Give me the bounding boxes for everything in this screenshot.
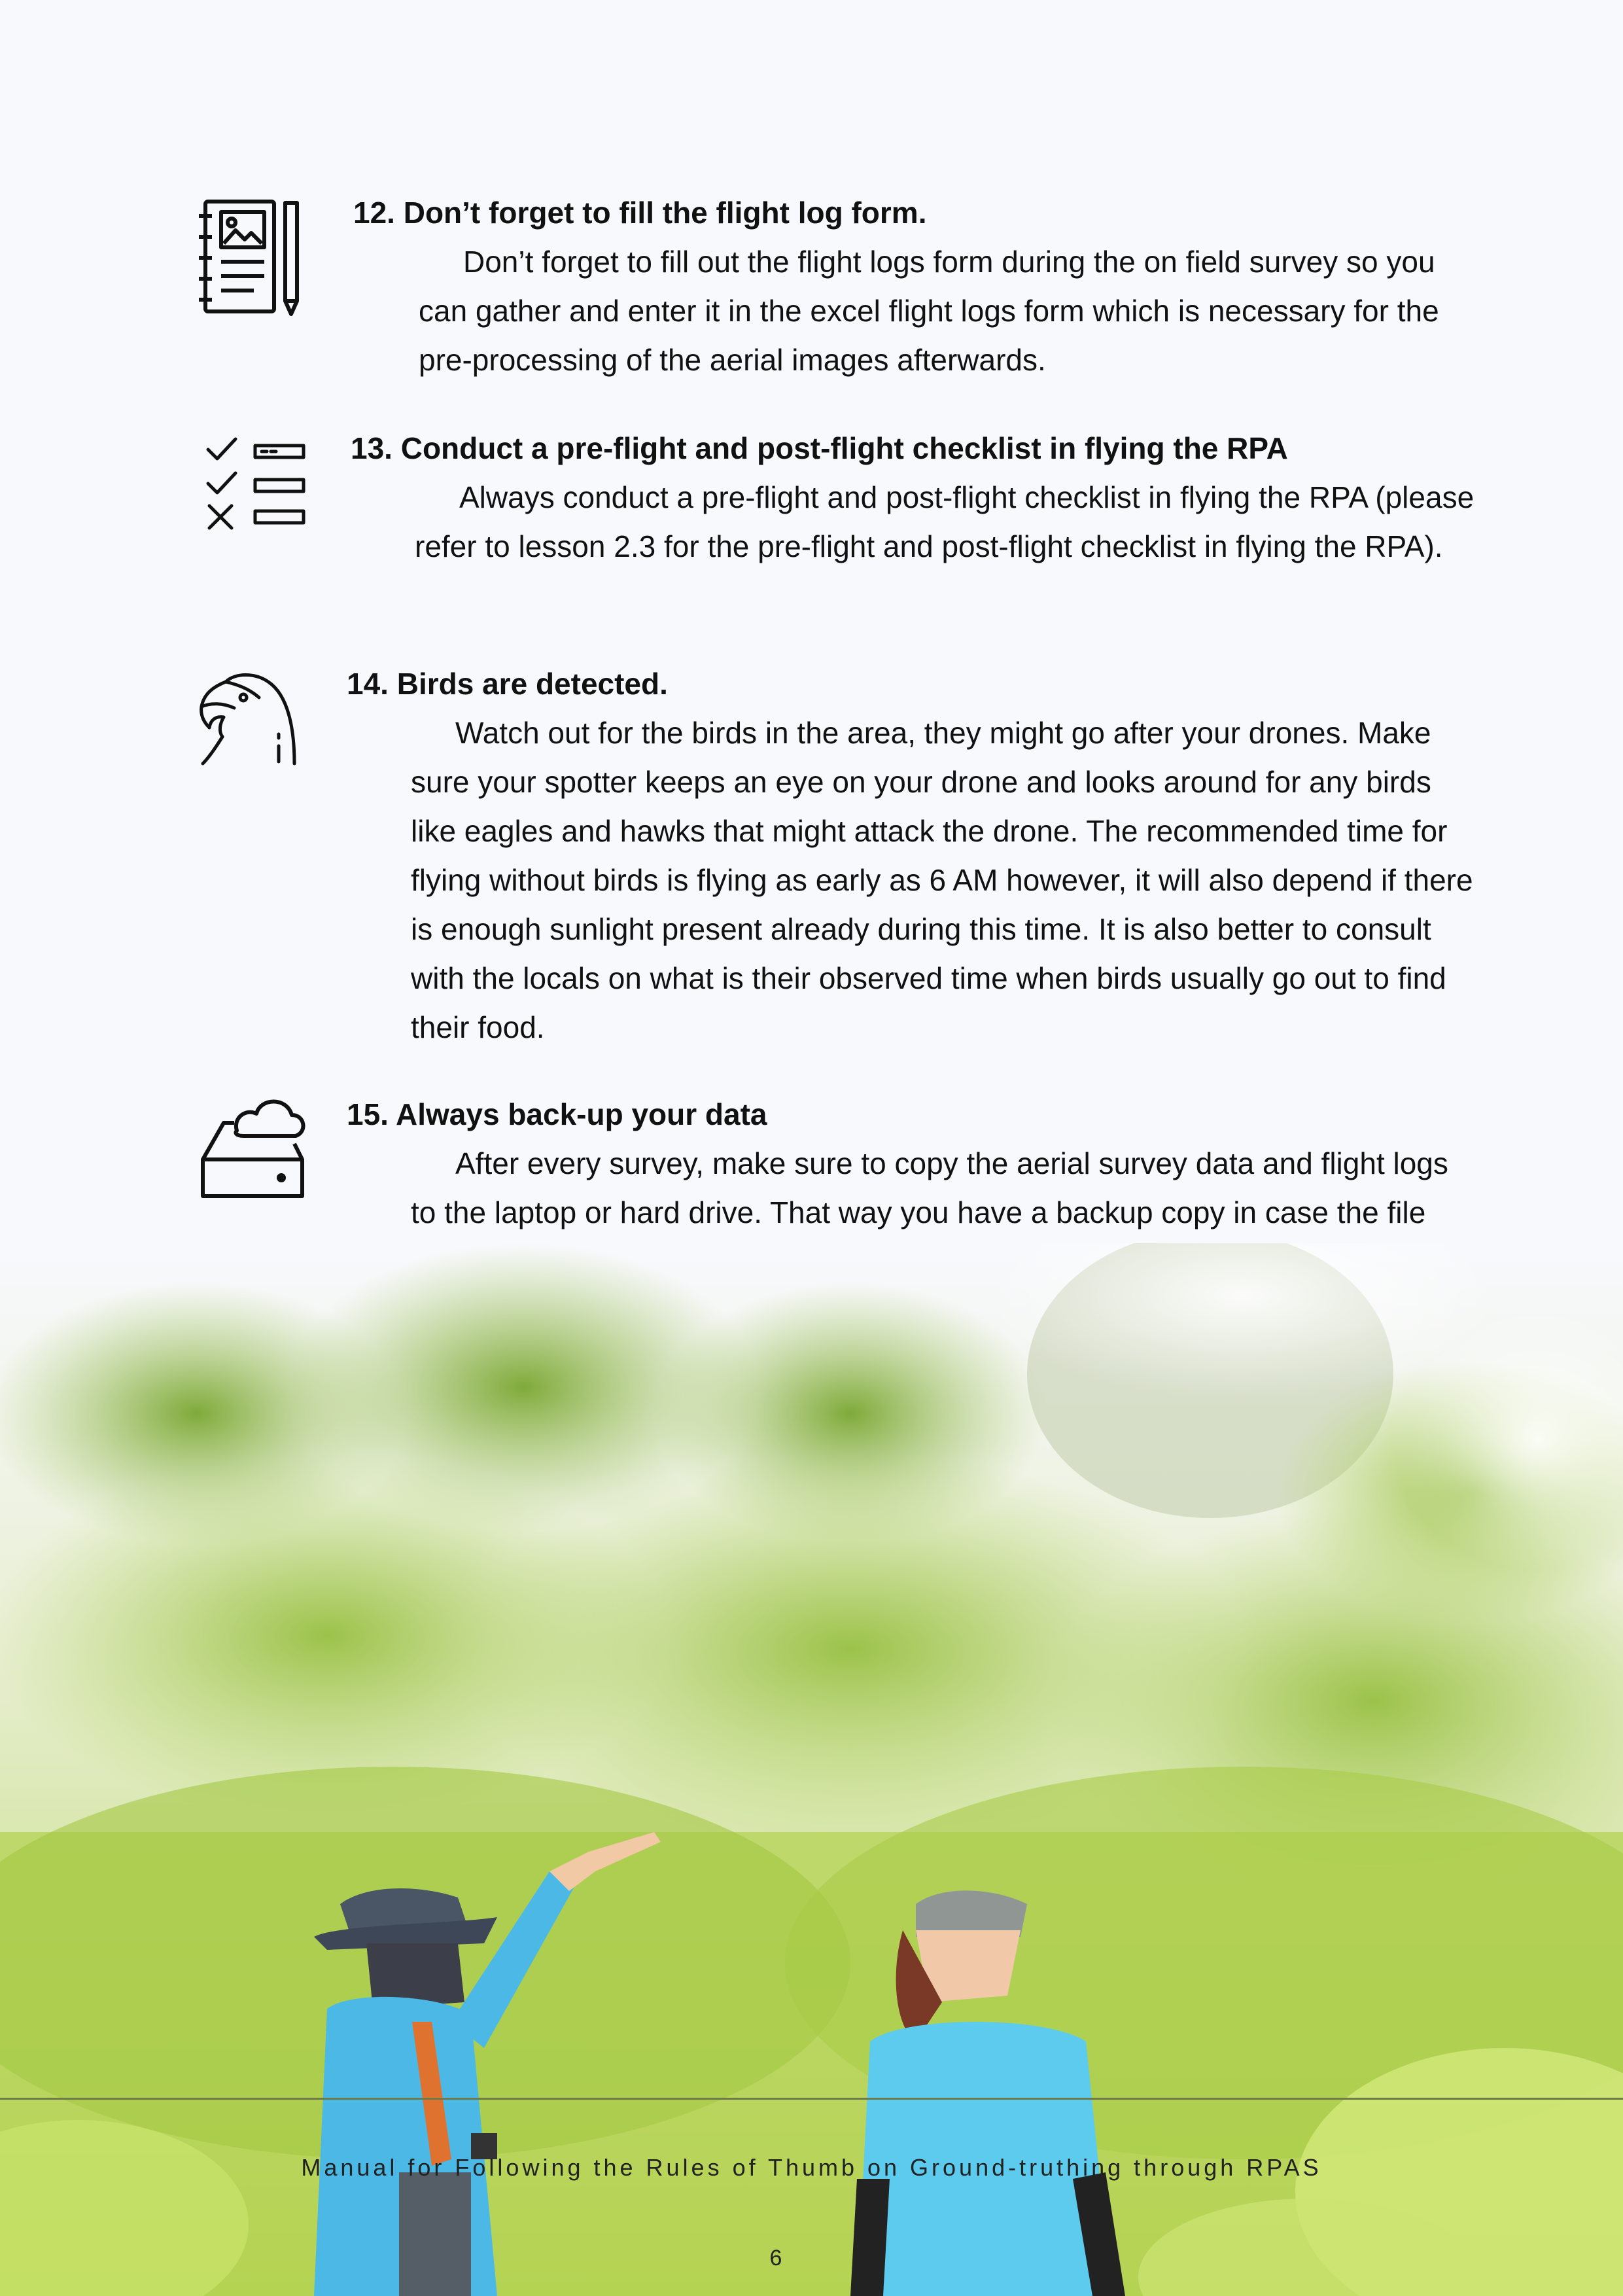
item-title: 15. Always back-up your data bbox=[347, 1097, 767, 1131]
footer-text: Manual for Following the Rules of Thumb on Ground-truthing through RPAS bbox=[301, 2154, 1322, 2181]
footer-rule bbox=[0, 2098, 1623, 2100]
page-number: 6 bbox=[769, 2246, 782, 2270]
item-title: 14. Birds are detected. bbox=[347, 667, 668, 701]
item-12 bbox=[353, 188, 1478, 385]
item-body: Always conduct a pre-flight and post-flight checklist in flying the RPA (please refer to lesson 2.3 for the pre-flight and post-flight checklist in flying the RPA). bbox=[415, 480, 1475, 563]
item-14 bbox=[347, 660, 1478, 1052]
item-body: After every survey, make sure to copy the aerial survey data and flight logs to the laptop or hard drive. That way you have a backup copy in case the file bbox=[411, 1146, 1448, 1229]
eagle-head-icon bbox=[196, 669, 301, 767]
item-title: 12. Don’t forget to fill the flight log form. bbox=[353, 196, 927, 230]
notebook-pencil-icon bbox=[195, 196, 306, 317]
field-photo bbox=[0, 1243, 1623, 2296]
item-13 bbox=[351, 424, 1482, 571]
cloud-drive-icon bbox=[198, 1091, 309, 1203]
item-body: Don’t forget to fill out the flight logs form during the on field survey so you can gather and enter it in the excel flight logs form which is necessary for the pre-processing of the aerial images afterwards. bbox=[419, 245, 1439, 377]
item-body: Watch out for the birds in the area, they might go after your drones. Make sure your spotter keeps an eye on your drone and looks around for any birds like eagles and hawks that might attack the drone. The recommended time for flying without birds is flying as early as 6 AM however, it will also depend if there is enough sunlight present already during this time. It is also better to consult with the locals on what is their observed time when birds usually go out to find their food. bbox=[411, 716, 1473, 1044]
item-title: 13. Conduct a pre-flight and post-flight checklist in flying the RPA bbox=[351, 431, 1288, 465]
checklist-icon bbox=[204, 435, 309, 533]
